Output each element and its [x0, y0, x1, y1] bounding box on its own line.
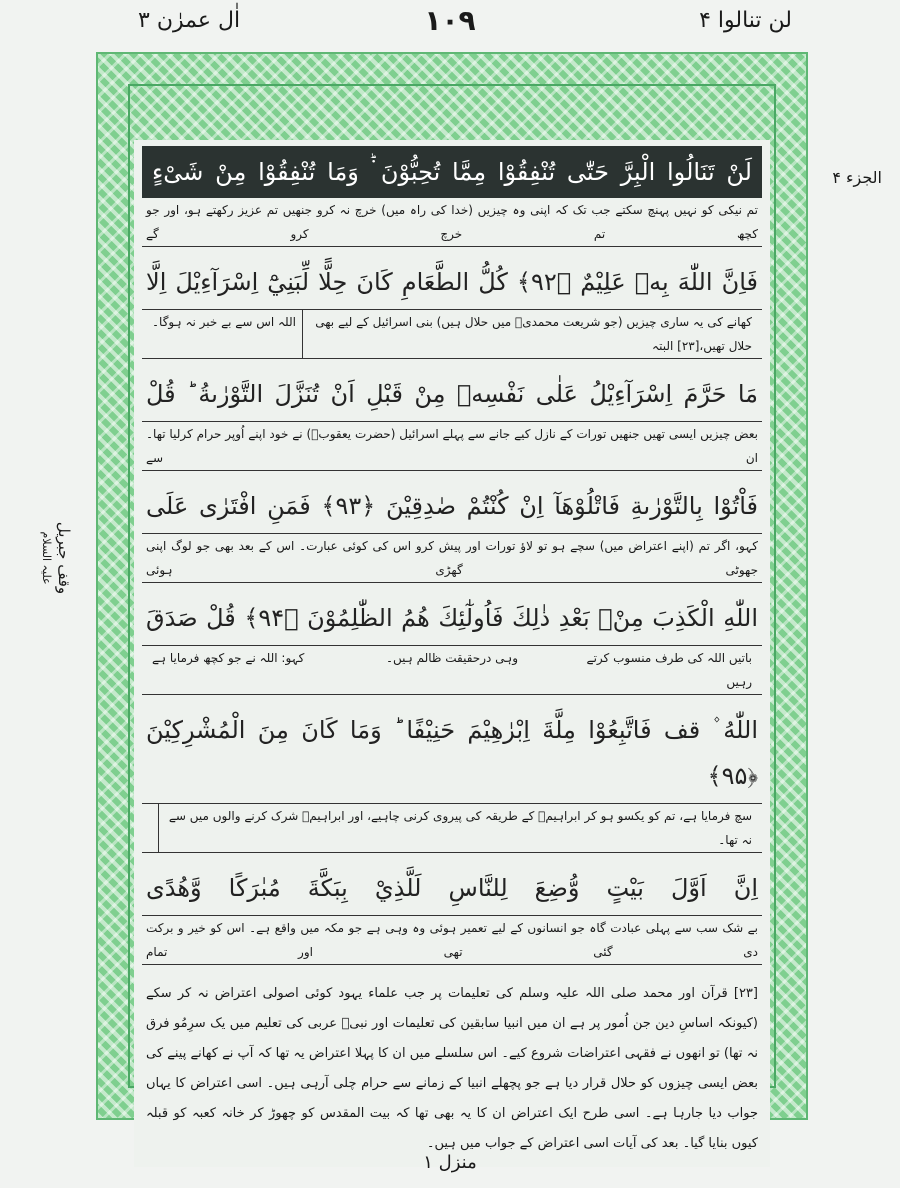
translation-line: تم نیکی کو نہیں پہنچ سکتے جب تک کہ اپنی وہ چیزیں (خدا کی راہ میں) خرچ نہ کرو جنھیں تم عزیز رکھتے ہو، اور جو کچھ تم خرچ کرو گے	[142, 198, 762, 247]
footnote-line: کیے۔ اس سلسلے میں ان کا پہلا اعتراض یہ تھا کہ آپ نے کھانے پینے کی بعض ایسی چیزوں کو حلال قرار دیا ہے جو پچھلے انبیا	[146, 1046, 758, 1091]
translation-part	[146, 804, 158, 852]
translation-line: بے شک سب سے پہلی عبادت گاہ جو انسانوں کے لیے تعمیر ہوئی وہ وہی ہے جو مکہ میں واقع ہے۔ اس کو خیر و برکت دی گئی تھی اور تمام	[142, 916, 762, 965]
footnote-line: بیت المقدس کو چھوڑ کر خانہ کعبہ کو قبلہ کیوں بنایا گیا۔ بعد کی آیات اسی اعتراض کے جواب میں ہیں۔	[146, 1106, 758, 1151]
verse-title-band: لَنْ تَنَالُوا الْبِرَّ حَتّٰى تُنْفِقُوْا مِمَّا تُحِبُّوْنَ ۬ؕ وَمَا تُنْفِقُوْا مِنْ شَیْءٍ	[142, 146, 762, 198]
translation-line-split	[142, 310, 762, 359]
translation-line: کہو، اگر تم (اپنے اعتراض میں) سچے ہو تو لاؤ تورات اور پیش کرو اس کی کوئی عبارت۔ اس کے بعد بھی جو لوگ اپنی جھوٹی گھڑی ہوئی	[142, 534, 762, 583]
translation-part: اللہ اس سے بے خبر نہ ہوگا۔	[146, 310, 303, 358]
arabic-line: اِنَّ اَوَّلَ بَيْتٍ وُّضِعَ لِلنَّاسِ لَلَّذِيْ بِبَكَّةَ مُبٰرَكًا وَّهُدًى	[142, 861, 762, 916]
header-surah-name: اٰل عمرٰن ۳	[138, 8, 241, 33]
translation-part: وہی درحقیقت ظالم ہیں۔	[385, 651, 519, 665]
margin-juz-marker: الجزء ۴	[832, 168, 882, 187]
footnote-line: کے زمانے سے حرام چلی آرہی ہیں۔ اسی اعتراض کا یہاں جواب دیا جارہا ہے۔ اسی طرح ایک اعتراض ان کا یہ بھی تھا کہ	[146, 1076, 758, 1121]
header-juz-name: لن تنالوا ۴	[699, 8, 792, 33]
translation-part: کہو: اللہ نے جو کچھ فرمایا ہے	[152, 651, 305, 665]
text-panel	[134, 140, 770, 1167]
page-number: ۱۰۹	[424, 4, 476, 37]
footnote-line: ہے ان میں انبیا سابقین کی تعلیمات اور نبیؐ عربی کی تعلیم میں یک سرِمُو فرق نہ تھا) تو انھوں نے فقہی اعتراضات شروع	[146, 1016, 758, 1061]
manzil-footer: منزل ۱	[423, 1152, 477, 1173]
translation-part: باتیں اللہ کی طرف منسوب کرتے رہیں	[586, 651, 752, 689]
footnote-line: [۲۳] قرآن اور محمد صلی اللہ علیہ وسلم کی تعلیمات پر جب علماء یہود کوئی اصولی اعتراض نہ کر سکے (کیونکہ اساسِ دین جن اُمور پر	[146, 986, 758, 1031]
margin-waqf-marker	[37, 513, 73, 603]
arabic-line: اللّٰهِ الْكَذِبَ مِنْۢ بَعْدِ ذٰلِكَ فَاُولٰٓئِكَ هُمُ الظّٰلِمُوْنَ ﴿۹۴﴾ قُلْ صَدَقَ	[142, 591, 762, 646]
translation-line-split	[142, 646, 762, 695]
translation-line: بعض چیزیں ایسی تھیں جنھیں تورات کے نازل کیے جانے سے پہلے اسرائیل (حضرت یعقوبؑ) نے خود اپنے اُوپر حرام کرلیا تھا۔ ان سے	[142, 422, 762, 471]
translation-part: کھانے کی یہ ساری چیزیں (جو شریعت محمدیؐ میں حلال ہیں) بنی اسرائیل کے لیے بھی حلال تھیں،[۲۳] البتہ	[315, 315, 752, 353]
arabic-line: اللّٰهُ ۫ قف فَاتَّبِعُوْا مِلَّةَ اِبْرٰهِيْمَ حَنِيْفًا ؕ وَمَا كَانَ مِنَ الْمُشْرِكِيْنَ ﴿۹۵﴾	[142, 703, 762, 804]
arabic-line: مَا حَرَّمَ اِسْرَآءِيْلُ عَلٰى نَفْسِهٖ مِنْ قَبْلِ اَنْ تُنَزَّلَ التَّوْرٰىةُ ؕ قُلْ	[142, 367, 762, 422]
footnote	[142, 979, 762, 1159]
translation-part: سچ فرمایا ہے، تم کو یکسو ہو کر ابراہیمؑ کے طریقہ کی پیروی کرنی چاہیے، اور ابراہیمؑ شرک کرنے والوں میں سے نہ تھا۔	[158, 804, 758, 852]
translation-line-split	[142, 804, 762, 853]
arabic-line: فَاْتُوْا بِالتَّوْرٰىةِ فَاتْلُوْهَآ اِنْ كُنْتُمْ صٰدِقِيْنَ ﴿۹۳﴾ فَمَنِ افْتَرٰى عَلَى	[142, 479, 762, 534]
waqf-sublabel: علیہ السلام	[40, 531, 53, 585]
arabic-line: فَاِنَّ اللّٰهَ بِهٖ عَلِيْمٌ ﴿۹۲﴾ كُلُّ الطَّعَامِ كَانَ حِلًّا لِّبَنِيْٓ اِسْرَآءِيْلَ اِلَّا	[142, 255, 762, 310]
waqf-label: وقف جبریل	[55, 521, 73, 595]
